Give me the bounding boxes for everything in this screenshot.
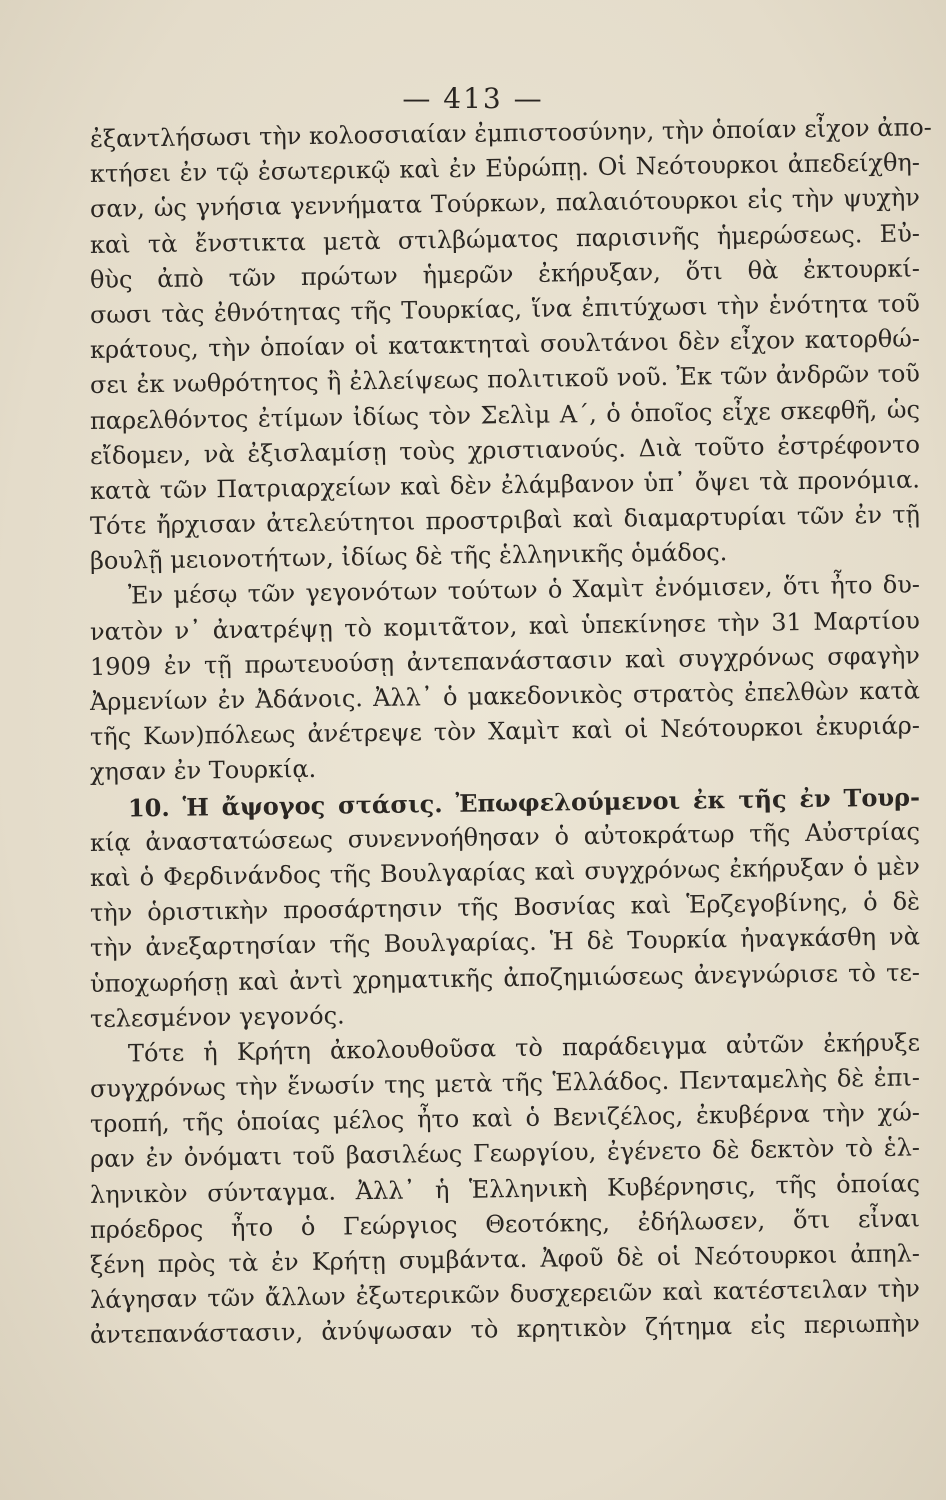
text-line: καὶ τὰ ἔνστικτα μετὰ στιλβώματος παρισινῆς ἡμερώσεως. Εὐ- [89,218,921,259]
text-line: Ἐν μέσῳ τῶν γεγονότων τούτων ὁ Χαμὶτ ἐνόμισεν, ὅτι ἦτο δυ- [127,570,921,610]
text-line: κράτους, τὴν ὁποίαν οἱ κατακτηταὶ σουλτάνοι δὲν εἶχον κατορθώ- [89,324,921,365]
text-line: λάγησαν τῶν ἄλλων ἐξωτερικῶν δυσχερειῶν καὶ κατέστειλαν τὴν [89,1274,921,1315]
text-line: κίᾳ ἀναστατώσεως συνεννοήθησαν ὁ αὐτοκράτωρ τῆς Αὐστρίας [89,817,921,857]
text-line: 1909 ἐν τῇ πρωτευούσῃ ἀντεπανάστασιν καὶ συγχρόνως σφαγὴν [89,641,921,681]
text-line: Τότε ἡ Κρήτη ἀκολουθοῦσα τὸ παράδειγμα αὐτῶν ἐκήρυξε [127,1028,921,1068]
text-line: θὺς ἀπὸ τῶν πρώτων ἡμερῶν ἐκήρυξαν, ὅτι θὰ ἐκτουρκί- [89,254,921,294]
text-line: εἴδομεν, νὰ ἐξισλαμίσῃ τοὺς χριστιανούς. Διὰ τοῦτο ἐστρέφοντο [89,430,921,470]
text-line: τὴν ὁριστικὴν προσάρτησιν τῆς Βοσνίας καὶ Ἑρζεγοβίνης, ὁ δὲ [89,887,921,928]
text-line: κτήσει ἐν τῷ ἐσωτερικῷ καὶ ἐν Εὐρώπῃ. Οἱ Νεότουρκοι ἀπεδείχθη- [89,148,921,189]
text-line: ληνικὸν σύνταγμα. Ἀλλ᾽ ἡ Ἑλληνικὴ Κυβέρνησις, τῆς ὁποίας [89,1169,921,1209]
text-line: πρόεδρος ἦτο ὁ Γεώργιος Θεοτόκης, ἐδήλωσεν, ὅτι εἶναι [89,1204,921,1244]
text-line: χησαν ἐν Τουρκίᾳ. [89,755,317,787]
text-line: παρελθόντος ἐτίμων ἰδίως τὸν Σελὶμ Α΄, ὁ ὁποῖος εἶχε σκεφθῆ, ὡς [89,394,921,435]
text-line: τὴν ἀνεξαρτησίαν τῆς Βουλγαρίας. Ἡ δὲ Τουρκία ἠναγκάσθη νὰ [89,922,921,963]
text-line: κατὰ τῶν Πατριαρχείων καὶ δὲν ἐλάμβανον ὑπ᾽ ὄψει τὰ προνόμια. [89,465,921,505]
text-line: ξένη πρὸς τὰ ἐν Κρήτῃ συμβάντα. Ἀφοῦ δὲ οἱ Νεότουρκοι ἀπηλ- [89,1239,921,1279]
text-line: νατὸν ν᾽ ἀνατρέψῃ τὸ κομιτᾶτον, καὶ ὑπεκίνησε τὴν 31 Μαρτίου [89,606,921,646]
text-line: τελεσμένον γεγονός. [89,1001,345,1033]
text-line: σωσι τὰς ἐθνότητας τῆς Τουρκίας, ἵνα ἐπιτύχωσι τὴν ἑνότητα τοῦ [89,289,921,329]
text-line: ἀντεπανάστασιν, ἀνύψωσαν τὸ κρητικὸν ζήτημα εἰς περιωπὴν [89,1309,921,1350]
text-line: τροπή, τῆς ὁποίας μέλος ἦτο καὶ ὁ Βενιζέλος, ἐκυβέρνα τὴν χώ- [89,1098,921,1139]
text-line: ὑποχωρήσῃ καὶ ἀντὶ χρηματικῆς ἀποζημιώσεως ἀνεγνώρισε τὸ τε- [89,957,921,998]
text-line: σει ἐκ νωθρότητος ἢ ἐλλείψεως πολιτικοῦ νοῦ. Ἐκ τῶν ἀνδρῶν τοῦ [89,359,921,400]
text-line: βουλῇ μειονοτήτων, ἰδίως δὲ τῆς ἑλληνικῆς ὁμάδος. [89,538,728,576]
text-line: τῆς Κων)πόλεως ἀνέτρεψε τὸν Χαμὶτ καὶ οἱ Νεότουρκοι ἐκυριάρ- [89,711,921,752]
text-line: καὶ ὁ Φερδινάνδος τῆς Βουλγαρίας καὶ συγχρόνως ἐκήρυξαν ὁ μὲν [89,852,921,892]
body-text [89,113,932,1354]
text-line: ραν ἐν ὀνόματι τοῦ βασιλέως Γεωργίου, ἐγένετο δὲ δεκτὸν τὸ ἑλ- [89,1133,921,1174]
section-heading-line: 10. Ἡ ἄψογος στάσις. Ἐπωφελούμενοι ἐκ τῆς ἐν Τουρ- [127,781,921,823]
text-line: συγχρόνως τὴν ἕνωσίν της μετὰ τῆς Ἑλλάδος. Πενταμελὴς δὲ ἐπι- [89,1063,921,1104]
text-line: Τότε ἤρχισαν ἀτελεύτητοι προστριβαὶ καὶ διαμαρτυρίαι τῶν ἐν τῇ [89,500,921,541]
text-line: Ἀρμενίων ἐν Ἀδάνοις. Ἀλλ᾽ ὁ μακεδονικὸς στρατὸς ἐπελθὼν κατὰ [89,676,921,716]
page-number: — 413 — [402,82,544,115]
text-line: ἐξαντλήσωσι τὴν κολοσσιαίαν ἐμπιστοσύνην, τὴν ὁποίαν εἶχον ἀπο- [89,113,932,153]
text-line: σαν, ὡς γνήσια γεννήματα Τούρκων, παλαιότουρκοι εἰς τὴν ψυχὴν [89,183,921,224]
